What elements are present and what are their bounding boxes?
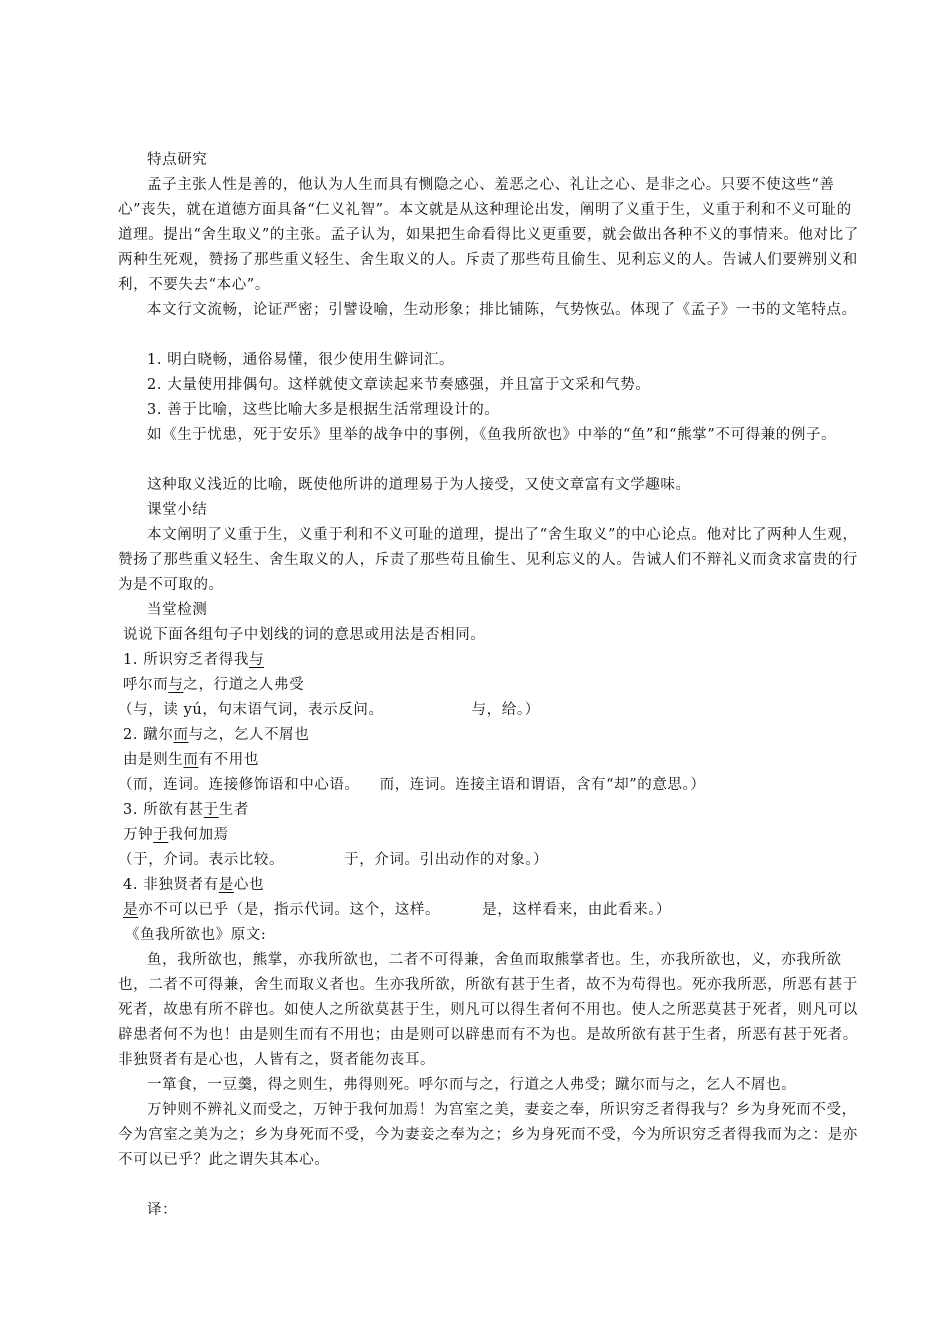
underlined-word: 与 <box>248 652 265 668</box>
test-q2-sentence-b: 由是则生而有不用也 <box>123 752 259 768</box>
test-q3-sentence-b: 万钟于我何加焉 <box>123 827 229 843</box>
heading-translation: 译： <box>147 1202 178 1218</box>
features-point-3: 3. 善于比喻，这些比喻大多是根据生活常理设计的。 <box>147 402 500 418</box>
heading-summary: 课堂小结 <box>147 502 208 518</box>
features-para-4: 这种取义浅近的比喻，既使他所讲的道理易于为人接受，又使文章富有文学趣味。 <box>147 477 691 493</box>
test-q2-answer: （而，连词。连接修饰语和中心语。 而，连词。连接主语和谓语，含有“却”的意思。） <box>118 777 706 793</box>
test-q4-sentence-a: 4. 非独贤者有是心也 <box>123 877 265 893</box>
underlined-word: 于 <box>153 827 169 843</box>
heading-features: 特点研究 <box>147 152 208 168</box>
original-para-2: 一箪食，一豆羹，得之则生，弗得则死。呼尔而与之，行道之人弗受；蹴尔而与之，乞人不屑也。 <box>147 1077 797 1093</box>
features-para-1: 孟子主张人性是善的，他认为人生而具有恻隐之心、羞恶之心、礼让之心、是非之心。只要不使这些“善心”丧失，就在道德方面具备“仁义礼智”。本文就是从这种理论出发，阐明了义重于生，义重于利和不义可耻的道理。提出“舍生取义”的主张。孟子认为，如果把生命看得比义更重要，就会做出各种不义的事情来。他对比了两种生死观，赞扬了那些重义轻生、舍生取义的人。斥责了那些苟且偷生、见利忘义的人。告诫人们要辨别义和利，不要失去“本心”。 <box>118 177 859 293</box>
test-q3-sentence-a: 3. 所欲有甚于生者 <box>123 802 249 818</box>
test-q1-answer: （与，读 yú，句末语气词，表示反问。 与，给。） <box>118 702 540 718</box>
underlined-word: 于 <box>203 802 219 818</box>
heading-test: 当堂检测 <box>147 602 208 618</box>
underlined-word: 而 <box>183 752 199 768</box>
features-point-1: 1. 明白晓畅，通俗易懂，很少使用生僻词汇。 <box>147 352 455 368</box>
test-instruction: 说说下面各组句子中划线的词的意思或用法是否相同。 <box>123 627 486 643</box>
summary-para: 本文阐明了义重于生，义重于利和不义可耻的道理，提出了“舍生取义”的中心论点。他对比了两种人生观，赞扬了那些重义轻生、舍生取义的人，斥责了那些苟且偷生、见利忘义的人。告诫人们不辩礼义而贪求富贵的行为是不可取的。 <box>118 527 858 593</box>
test-q1-sentence-a: 1. 所识穷乏者得我与 <box>123 652 265 668</box>
underlined-word: 是 <box>123 902 139 918</box>
test-q3-answer: （于，介词。表示比较。 于，介词。引出动作的对象。） <box>118 852 549 868</box>
original-para-1: 鱼，我所欲也，熊掌，亦我所欲也，二者不可得兼，舍鱼而取熊掌者也。生，亦我所欲也，义，亦我所欲也，二者不可得兼，舍生而取义者也。生亦我所欲，所欲有甚于生者，故不为苟得也。死亦我所恶，所恶有甚于死者，故患有所不辟也。如使人之所欲莫甚于生，则凡可以得生者何不用也。使人之所恶莫甚于死者，则凡可以辟患者何不为也！由是则生而有不用也；由是则可以辟患而有不为也。是故所欲有甚于生者，所恶有甚于死者。非独贤者有是心也，人皆有之，贤者能勿丧耳。 <box>118 952 858 1068</box>
test-q1-sentence-b: 呼尔而与之，行道之人弗受 <box>123 677 305 693</box>
underlined-word: 是 <box>218 877 234 893</box>
test-q4-sentence-b: 是亦不可以已乎（是，指示代词。这个，这样。 是，这样看来，由此看来。） <box>123 902 672 918</box>
heading-original: 《鱼我所欲也》原文: <box>125 927 267 943</box>
underlined-word: 而 <box>173 727 189 743</box>
features-point-2: 2. 大量使用排偶句。这样就使文章读起来节奏感强，并且富于文采和气势。 <box>147 377 651 393</box>
underlined-word: 与 <box>168 677 184 693</box>
test-q2-sentence-a: 2. 蹴尔而与之，乞人不屑也 <box>123 727 310 743</box>
features-para-2: 本文行文流畅，论证严密；引譬设喻，生动形象；排比铺陈，气势恢弘。体现了《孟子》一书的文笔特点。 <box>147 302 857 318</box>
features-para-3: 如《生于忧患，死于安乐》里举的战争中的事例，《鱼我所欲也》中举的“鱼”和“熊掌”不可得兼的例子。 <box>147 427 837 443</box>
original-para-3: 万钟则不辨礼义而受之，万钟于我何加焉！为宫室之美，妻妾之奉，所识穷乏者得我与？乡为身死而不受，今为宫室之美为之；乡为身死而不受，今为妻妾之奉为之；乡为身死而不受，今为所识穷乏者得我而为之：是亦不可以已乎？此之谓失其本心。 <box>118 1102 858 1168</box>
